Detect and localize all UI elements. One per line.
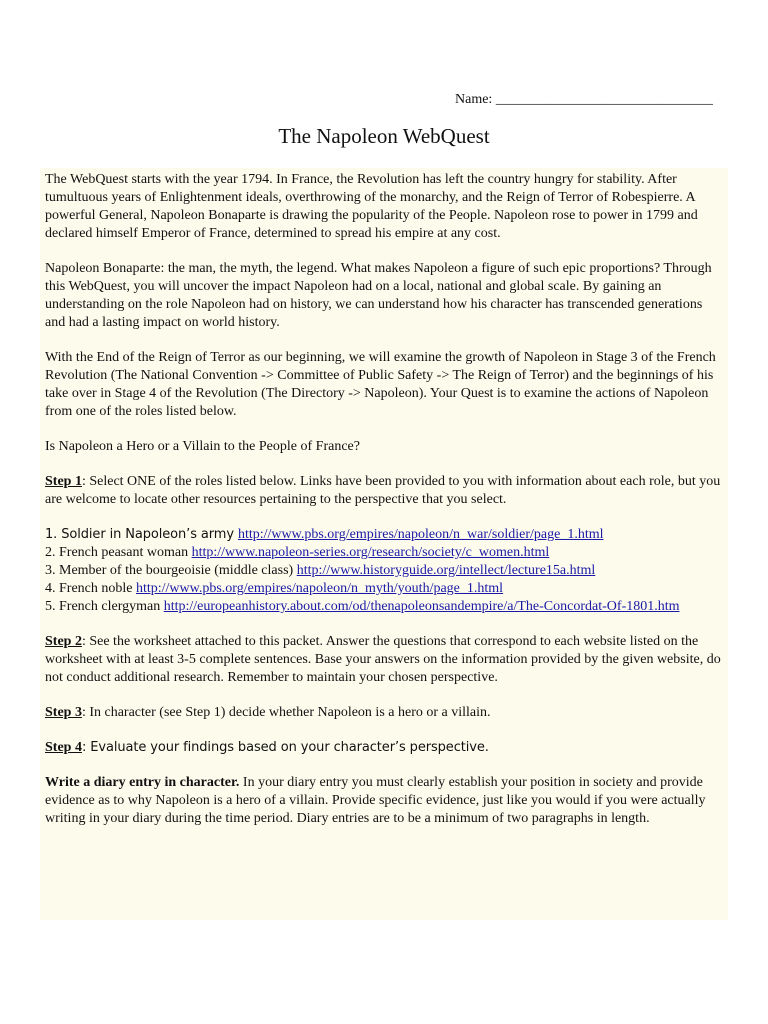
role-item <box>45 598 725 616</box>
step-4-text: : Evaluate your findings based on your character’s perspective. <box>81 740 489 755</box>
guiding-question: Is Napoleon a Hero or a Villain to the People of France? <box>45 439 360 454</box>
role-link[interactable]: http://www.napoleon-series.org/research/society/c_women.html <box>191 545 550 560</box>
role-label: 2. French peasant woman <box>45 545 192 560</box>
role-label: 5. French clergyman <box>45 599 164 614</box>
intro-paragraph-1: The WebQuest starts with the year 1794. In France, the Revolution has left the country hungry for stability. After tumultuous years of Enlightenment ideals, overthrowing of the monarchy, and the Reign of Terror of Robespierre. A powerful General, Napoleon Bonaparte is drawing the popularity of the People. Napoleon rose to power in 1799 and declared himself Emperor of France, determined to spread his empire at any cost. <box>45 172 698 241</box>
role-label: 3. Member of the bourgeoisie (middle class) <box>45 563 297 578</box>
step-3-text: : In character (see Step 1) decide whether Napoleon is a hero or a villain. <box>81 705 491 720</box>
role-item <box>45 562 725 580</box>
role-link[interactable]: http://www.pbs.org/empires/napoleon/n_myth/youth/page_1.html <box>135 581 504 596</box>
page-title: The Napoleon WebQuest <box>278 124 490 148</box>
intro-paragraph-3: With the End of the Reign of Terror as our beginning, we will examine the growth of Napoleon in Stage 3 of the French Revolution (The National Convention -> Committee of Public Safety -> The Reign of Terror) and the beginnings of his take over in Stage 4 of the Revolution (The Directory -> Napoleon). Your Quest is to examine the actions of Napoleon from one of the roles listed below. <box>45 350 716 419</box>
step-2-label: Step 2 <box>45 634 82 649</box>
role-label: 4. French noble <box>45 581 136 596</box>
step-1-label: Step 1 <box>45 474 82 489</box>
diary-instructions <box>45 774 725 828</box>
step-3-label: Step 3 <box>45 705 82 720</box>
role-label: 1. Soldier in Napoleon’s army <box>45 527 238 542</box>
role-item <box>45 544 725 562</box>
name-field <box>455 92 713 108</box>
step-4-label: Step 4 <box>45 740 82 755</box>
diary-text: In your diary entry you must clearly establish your position in society and provide evidence as to why Napoleon is a hero of a villain. Provide specific evidence, just like you would if you were actually writing in your diary during the time period. Diary entries are to be a minimum of two paragraphs in length. <box>45 775 706 826</box>
intro-paragraph-2: Napoleon Bonaparte: the man, the myth, the legend. What makes Napoleon a figure of such epic proportions? Through this WebQuest, you will uncover the impact Napoleon had on a local, national and global scale. By gaining an understanding on the role Napoleon had on history, we can understand how his character has transcended generations and had a lasting impact on world history. <box>45 261 712 330</box>
diary-heading: Write a diary entry in character. <box>45 775 240 790</box>
step-1-text-b: are welcome to locate other resources pertaining to the perspective that you select. <box>45 492 507 507</box>
step-1 <box>45 473 725 509</box>
step-2-text: : See the worksheet attached to this packet. Answer the questions that correspond to each website listed on the worksheet with at least 3-5 complete sentences. Base your answers on the information provided by the given website, do not conduct additional research. Remember to maintain your chosen perspective. <box>45 634 721 685</box>
step-3 <box>45 704 725 722</box>
name-label: Name: <box>455 92 493 107</box>
role-item <box>45 580 725 598</box>
role-link[interactable]: http://europeanhistory.about.com/od/thenapoleonsandempire/a/The-Concordat-Of-1801.htm <box>163 599 680 614</box>
step-1-text-a: : Select ONE of the roles listed below. Links have been provided to you with information about each role, but you <box>81 474 721 489</box>
role-link[interactable]: http://www.pbs.org/empires/napoleon/n_war/soldier/page_1.html <box>237 527 604 542</box>
name-blank-line: _______________________________ <box>495 92 713 107</box>
step-2 <box>45 633 725 687</box>
document-body <box>45 171 725 845</box>
roles-list <box>45 526 725 616</box>
role-link[interactable]: http://www.historyguide.org/intellect/lecture15a.html <box>296 563 596 578</box>
role-item <box>45 526 725 544</box>
step-4 <box>45 739 725 757</box>
